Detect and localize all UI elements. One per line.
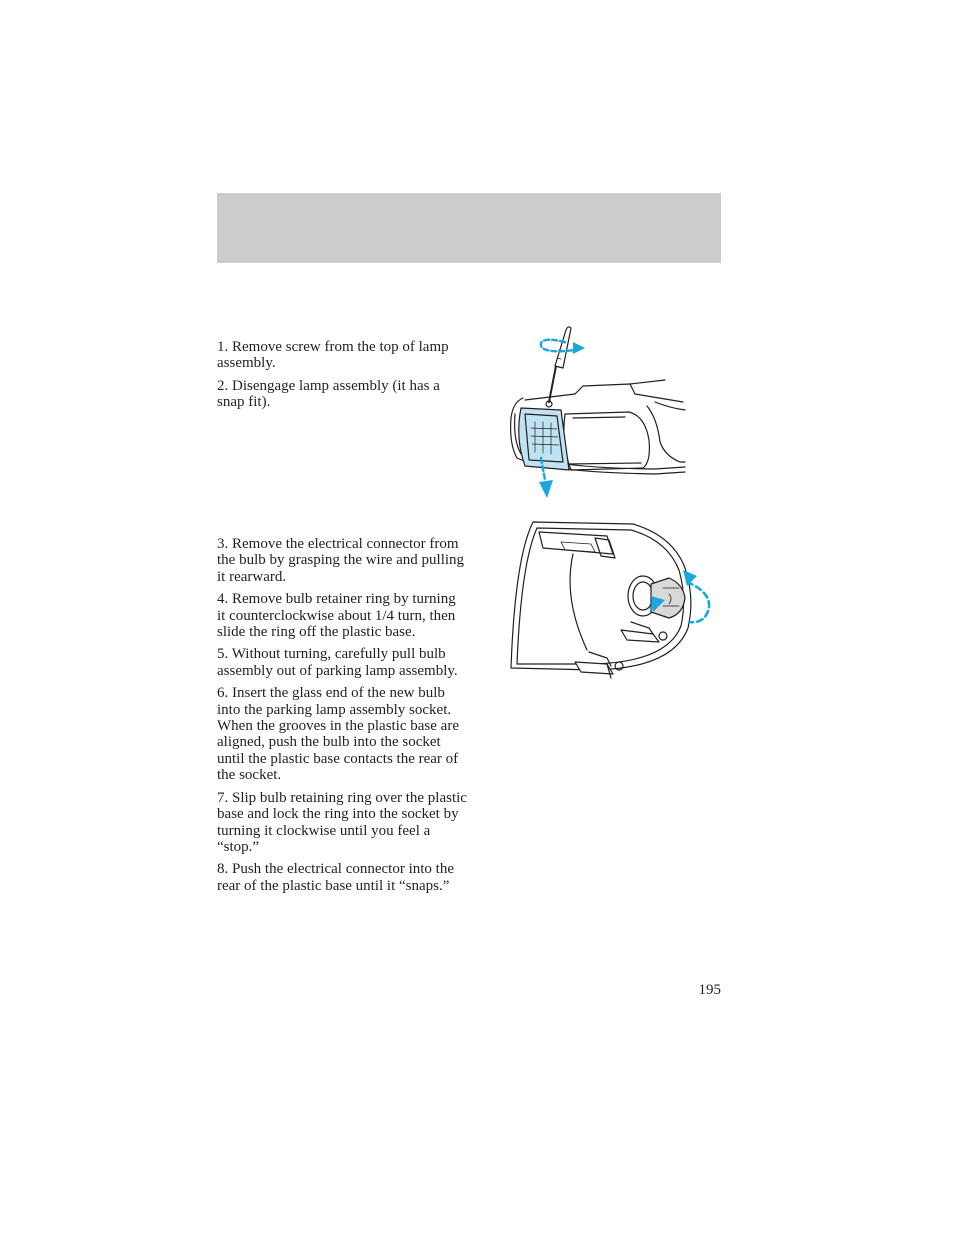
step-item: 4. Remove bulb retainer ring by turning it counterclockwise about 1/4 turn, then slide the ring off the plastic base.	[217, 591, 456, 641]
section-header-band	[217, 193, 721, 263]
steps-group-remove-lamp	[217, 339, 467, 417]
step-item: 8. Push the electrical connector into the rear of the plastic base until it “snaps.”	[217, 861, 455, 894]
step-item: 5. Without turning, carefully pull bulb assembly out of parking lamp assembly.	[217, 646, 458, 679]
parking-lamp-bulb-socket-illustration	[503, 518, 718, 683]
step-item: 7. Slip bulb retaining ring over the plastic base and lock the ring into the socket by turning it clockwise until you feel a “stop.”	[217, 789, 467, 855]
steps-group-replace-bulb	[217, 536, 467, 900]
step-item: 6. Insert the glass end of the new bulb into the parking lamp assembly socket. When the grooves in the plastic base are aligned, push the bulb into the socket until the plastic base contacts the rear of the socket.	[217, 685, 459, 784]
screwdriver-removing-lamp-assembly-illustration	[505, 322, 690, 502]
page-number: 195	[698, 982, 721, 998]
step-item: 3. Remove the electrical connector from the bulb by grasping the wire and pulling it rearward.	[217, 536, 465, 585]
step-item: 2. Disengage lamp assembly (it has a snap fit).	[217, 377, 440, 411]
step-item: 1. Remove screw from the top of lamp assembly.	[217, 339, 449, 372]
